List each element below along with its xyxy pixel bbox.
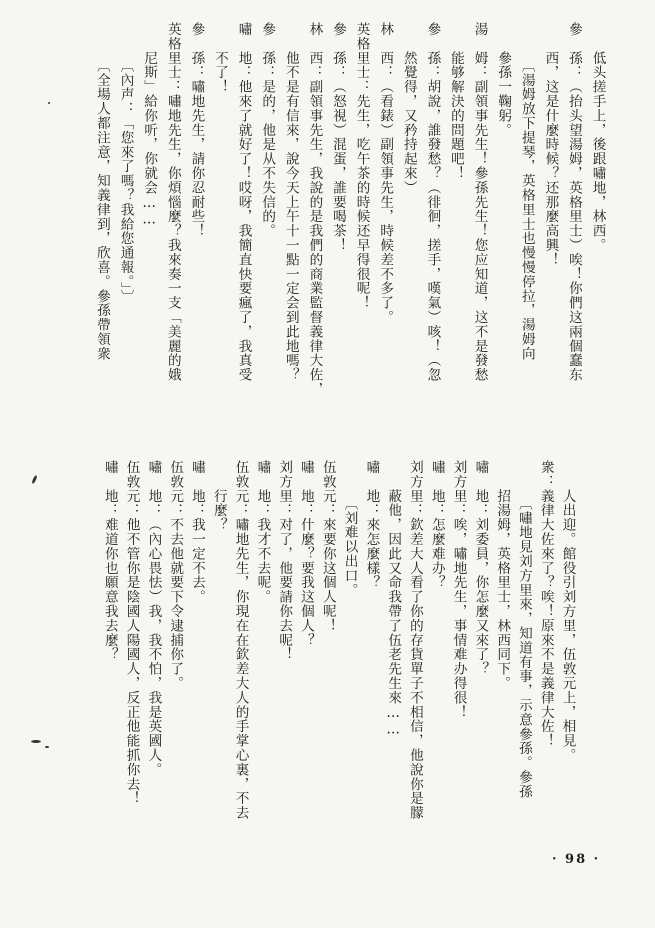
text-column: 蔽他，因此又命我帶了伍老先生來……: [385, 460, 402, 739]
text-column: 參 孫：嘯地先生，請你忍耐些！: [188, 22, 205, 238]
scan-speck: [31, 475, 38, 484]
text-column: 伍敦元：不去他就要下令逮捕你了。: [167, 460, 184, 691]
text-column: 他不是有信來，說今天上午十一點一定会到此地嗎？: [282, 22, 299, 382]
text-column: 刘方里：欽差大人看了你的存貨單子不相信，他說你是朦: [406, 460, 423, 820]
text-column: 刘方里：对了，他要請你去呢！: [276, 460, 293, 662]
text-column: 參 孫：是的，他是从不失信的。: [259, 22, 276, 238]
text-column: 參 孫：胡說，誰發愁？（徘徊，搓手，嘆氣）咳！（忽: [424, 22, 441, 382]
text-column: 〔全場人都注意，知義律到，欣喜。參孫帶領衆: [93, 22, 110, 361]
text-column: 嘯 地：怎麼难办？: [428, 460, 445, 590]
text-column: 衆：義律大佐來了？唉！原來不是義律大佐！: [537, 460, 554, 748]
text-column: 然覺得，又矜持起來）: [400, 22, 417, 195]
text-column: 行麼？: [210, 460, 227, 532]
text-column: 嘯 地：难道你也願意我去麼？: [101, 460, 118, 662]
text-column: 能够解決的問題吧！: [447, 22, 464, 181]
text-column: 嘯 地：我一定不去。: [188, 460, 205, 604]
text-column: 嘯 地：什麼？要我这個人？: [297, 460, 314, 648]
scan-speck: [31, 740, 41, 743]
text-column: 〔內声：「您來了嗎？我給您通報。」〕: [117, 22, 134, 304]
text-column: 林 西：（看錶）副領事先生，時候差不多了。: [377, 22, 394, 325]
text-column: 英格里士：嘯地先生，你煩惱麼？我來奏一支「美麗的娥: [164, 22, 181, 382]
text-column: 嘯 地：他來了就好了！哎呀，我簡直快要瘋了，我真受: [235, 22, 252, 382]
text-column: 刘方里：唉，嘯地先生，事情难办得很！: [450, 460, 467, 720]
text-column: 嘯 地：（內心畏怯）我，我不怕，我是英國人。: [145, 460, 162, 777]
text-column: 嘯 地：來怎麼樣？: [363, 460, 380, 590]
page-number: · 98 ·: [552, 852, 601, 867]
text-column: 不了！: [211, 22, 228, 94]
text-column: 林 西：副領事先生，我說的是我們的商業監督義律大佐，: [306, 22, 323, 397]
scan-speck: [45, 746, 49, 748]
text-column: 〔嘯地見刘方里來，知道有事，示意參孫。參孫: [515, 460, 532, 799]
text-column: 〔刘难以出口。: [341, 460, 358, 598]
text-column: 嘯 地：刘委員，你怎麼又來了？: [472, 460, 489, 676]
text-column: 參孫一鞠躬。: [495, 22, 512, 138]
text-column: 尼斯」給你听，你就会……: [141, 22, 158, 229]
text-column: 嘯 地：我才不去呢。: [254, 460, 271, 604]
text-column: 參 孫：（怒視）混蛋，誰要喝茶！: [329, 22, 346, 253]
text-column: 招湯姆，英格里士，林西同下。: [494, 460, 511, 691]
text-column: 參 孫：（抬头望湯姆，英格里士）唉！你們这兩個蠢东: [565, 22, 582, 382]
text-column: 低头搓手上，後跟嘯地，林西。: [589, 22, 606, 253]
text-column: 伍敦元：嘯地先生，你現在在欽差大人的手掌心裏，不去: [232, 460, 249, 820]
text-column: 湯 姆：副領事先生！參孫先生！您应知道，这不是發愁: [471, 22, 488, 382]
text-column: 伍敦元：他不管你是陰國人陽國人，反正他能抓你去！: [123, 460, 140, 806]
text-column: 英格里士：先生，吃午茶的時候还早得很呢！: [353, 22, 370, 310]
text-column: 人出迎。館役引刘方里，伍敦元上，相見。: [559, 460, 576, 763]
text-column: 〔湯姆放下提琴，英格里士也慢慢停拉，湯姆向: [518, 22, 535, 361]
scan-speck: [48, 102, 50, 104]
text-column: 伍敦元：來要你这個人呢！: [319, 460, 336, 633]
text-column: 西，这是什麼時候？还那麼高興！: [542, 22, 559, 267]
